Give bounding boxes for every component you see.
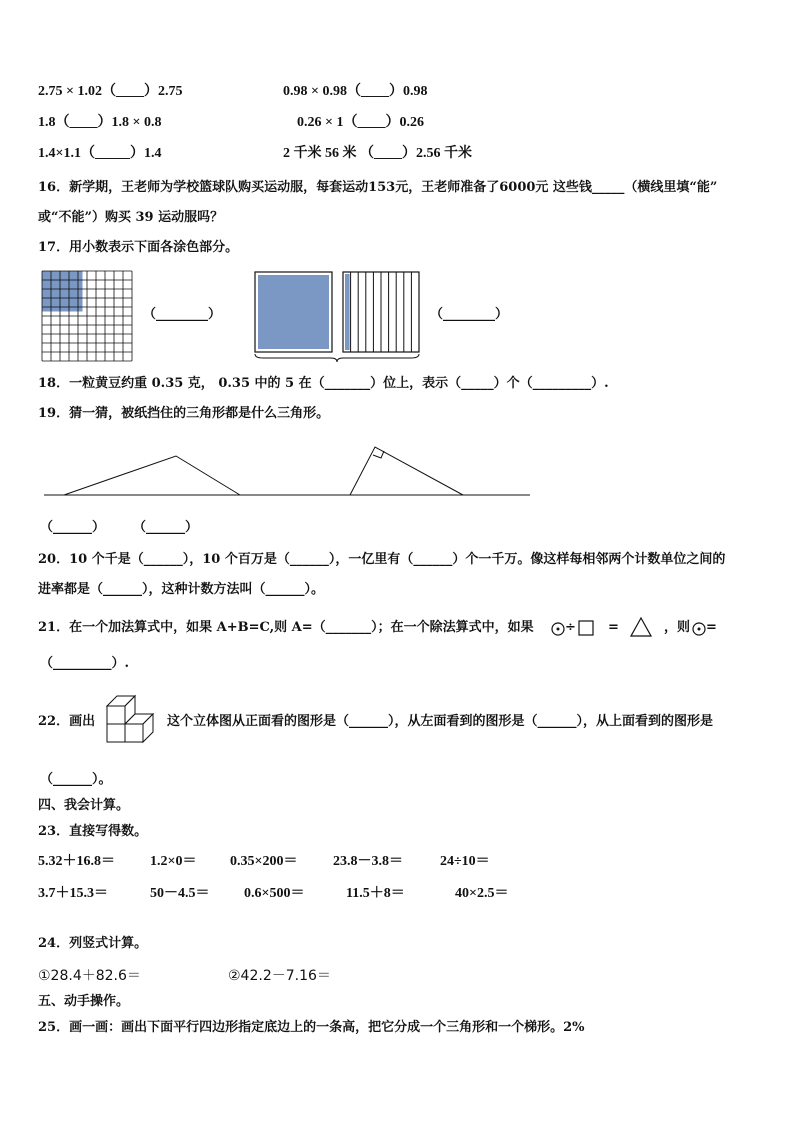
triangles-figure bbox=[44, 444, 532, 500]
q23-r2-c4: 11.5＋8＝ bbox=[346, 886, 405, 901]
q24-text: 24．列竖式计算。 bbox=[38, 936, 148, 951]
q24-item-2: ②42.2－7.16＝ bbox=[228, 968, 331, 984]
q16-line1: 16．新学期，王老师为学校篮球队购买运动服，每套运动153元，王老师准备了6000元 这些钱_____（横线里填“能” bbox=[38, 180, 718, 195]
q21-equals: = bbox=[608, 620, 619, 635]
q22-text: 这个立体图从正面看的图形是（______），从左面看到的图形是（______），从上面看到的图形是 bbox=[167, 714, 714, 729]
section-4-heading: 四、我会计算。 bbox=[38, 798, 130, 813]
q22-line2: （______）。 bbox=[40, 772, 112, 787]
square-strips-figure bbox=[253, 270, 421, 362]
compare-3-right: 2 千米 56 米 （____）2.56 千米 bbox=[283, 146, 472, 161]
q17-text: 17．用小数表示下面各涂色部分。 bbox=[38, 240, 239, 255]
q23-r1-c3: 0.35×200＝ bbox=[230, 854, 298, 869]
q23-text: 23．直接写得数。 bbox=[38, 824, 148, 839]
q20-line1: 20．10 个千是（______），10 个百万是（______），一亿里有（______）个一千万。像这样每相邻两个计数单位之间的 bbox=[38, 552, 726, 567]
q21-part2: ，则 bbox=[664, 620, 691, 635]
q21-part1: 21．在一个加法算式中，如果 A+B=C,则 A=（_______）；在一个除法算式中，如果 bbox=[38, 620, 534, 635]
q19-text: 19．猜一猜，被纸挡住的三角形都是什么三角形。 bbox=[38, 406, 330, 421]
compare-1-left: 2.75 × 1.02（____）2.75 bbox=[38, 84, 183, 99]
q17-blank-2: （________） bbox=[430, 307, 509, 322]
q21-tail: = bbox=[706, 620, 717, 635]
compare-1-right: 0.98 × 0.98（____）0.98 bbox=[283, 84, 428, 99]
q23-r2-c1: 3.7＋15.3＝ bbox=[38, 886, 108, 901]
hundred-grid-figure bbox=[41, 270, 133, 360]
compare-2-right: 0.26 × 1（____）0.26 bbox=[297, 115, 424, 130]
q22-prefix: 22．画出 bbox=[38, 714, 96, 729]
q23-r2-c5: 40×2.5＝ bbox=[455, 886, 509, 901]
q23-r2-c2: 50－4.5＝ bbox=[150, 886, 210, 901]
compare-3-left: 1.4×1.1（_____）1.4 bbox=[38, 146, 162, 161]
q23-r1-c1: 5.32＋16.8＝ bbox=[38, 854, 115, 869]
circle-dot-icon bbox=[551, 622, 565, 636]
q23-r1-c5: 24÷10＝ bbox=[440, 854, 490, 869]
q25-text: 25．画一画：画出下面平行四边形指定底边上的一条高，把它分成一个三角形和一个梯形。2% bbox=[38, 1020, 585, 1035]
section-5-heading: 五、动手操作。 bbox=[38, 994, 130, 1009]
circle-dot-icon bbox=[692, 622, 706, 636]
q23-r1-c2: 1.2×0＝ bbox=[150, 854, 197, 869]
q19-blank-2: （______） bbox=[133, 520, 199, 535]
q21-line2: （_________）. bbox=[40, 656, 130, 671]
shaded-region bbox=[42, 271, 83, 312]
q19-blank-1: （______） bbox=[40, 520, 106, 535]
q18-text: 18．一粒黄豆约重 0.35 克， 0.35 中的 5 在（_______）位上，表示（_____）个（_________）. bbox=[38, 376, 609, 391]
triangle-icon bbox=[630, 617, 652, 637]
square-icon bbox=[578, 620, 594, 636]
q20-line2: 进率都是（______），这种计数方法叫（______）。 bbox=[38, 582, 325, 597]
cube-figure bbox=[103, 694, 155, 750]
q17-blank-1: （________） bbox=[143, 307, 222, 322]
q23-r2-c3: 0.6×500＝ bbox=[244, 886, 305, 901]
q24-item-1: ①28.4＋82.6＝ bbox=[38, 968, 141, 984]
q16-line2: 或“不能”）购买 39 运动服吗？ bbox=[38, 210, 224, 225]
compare-2-left: 1.8（____）1.8 × 0.8 bbox=[38, 115, 162, 130]
q21-div-sign: ÷ bbox=[565, 620, 576, 635]
shaded-strip bbox=[345, 274, 350, 350]
q23-r1-c4: 23.8－3.8＝ bbox=[333, 854, 403, 869]
